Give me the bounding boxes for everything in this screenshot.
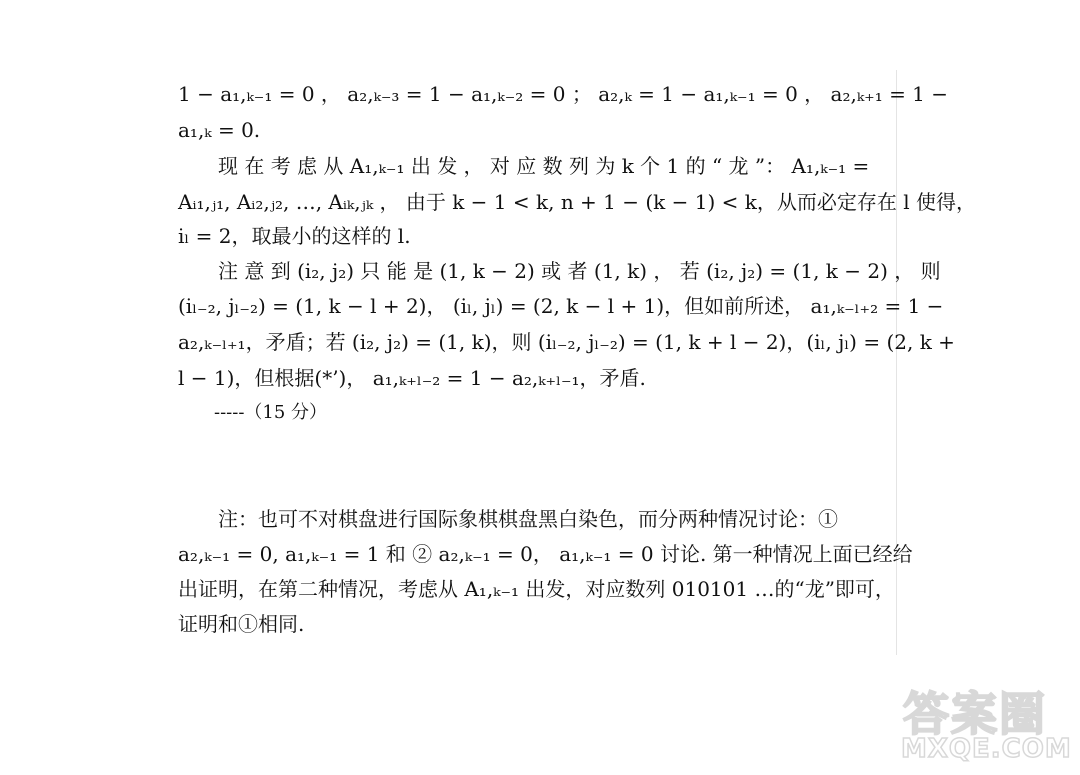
proof-line-2: a₁,ₖ = 0.: [178, 118, 261, 142]
proof-line-6: 注 意 到 (i₂, j₂) 只 能 是 (1, k − 2) 或 者 (1, k) ， 若 (i₂, j₂) = (1, k − 2) ， 则: [178, 259, 941, 283]
proof-line-7: (iₗ₋₂, jₗ₋₂) = (1, k − l + 2)， (iₗ, jₗ) = (2, k − l + 1)，但如前所述， a₁,ₖ₋ₗ₊₂ = 1 −: [178, 294, 944, 318]
proof-line-9: l − 1)，但根据(*’)， a₁,ₖ₊ₗ₋₂ = 1 − a₂,ₖ₊ₗ₋₁，矛盾.: [178, 366, 646, 390]
note-line-1: 注：也可不对棋盘进行国际象棋棋盘黑白染色，而分两种情况讨论：①: [178, 507, 838, 531]
proof-line-8: a₂,ₖ₋ₗ₊₁，矛盾；若 (i₂, j₂) = (1, k)，则 (iₗ₋₂, jₗ₋₂) = (1, k + l − 2)，(iₗ, jₗ) = (2, k +: [178, 330, 955, 354]
watermark-title: 答案圈: [903, 687, 1047, 741]
note-line-2: a₂,ₖ₋₁ = 0, a₁,ₖ₋₁ = 1 和 ② a₂,ₖ₋₁ = 0， a₁,ₖ₋₁ = 0 讨论. 第一种情况上面已经给: [178, 542, 913, 566]
watermark-domain: MXQE.COM: [901, 734, 1072, 764]
proof-line-5: iₗ = 2，取最小的这样的 l.: [178, 224, 411, 248]
proof-line-4: Aᵢ₁,ⱼ₁, Aᵢ₂,ⱼ₂, …, Aᵢₖ,ⱼₖ ， 由于 k − 1 < k, n + 1 − (k − 1) < k，从而必定存在 l 使得，: [178, 190, 976, 214]
proof-line-3: 现 在 考 虑 从 A₁,ₖ₋₁ 出 发 ， 对 应 数 列 为 k 个 1 的 “ 龙 ”： A₁,ₖ₋₁ =: [178, 154, 870, 178]
note-line-3: 出证明，在第二种情况，考虑从 A₁,ₖ₋₁ 出发，对应数列 010101 …的“龙”即可，: [178, 577, 895, 601]
proof-line-1: 1 − a₁,ₖ₋₁ = 0 ， a₂,ₖ₋₃ = 1 − a₁,ₖ₋₂ = 0 ； a₂,ₖ = 1 − a₁,ₖ₋₁ = 0 ， a₂,ₖ₊₁ = 1 −: [178, 82, 949, 106]
note-line-4: 证明和①相同.: [178, 612, 305, 636]
watermark-logo: [895, 678, 1075, 768]
score-marker: -----（15 分）: [178, 402, 328, 423]
